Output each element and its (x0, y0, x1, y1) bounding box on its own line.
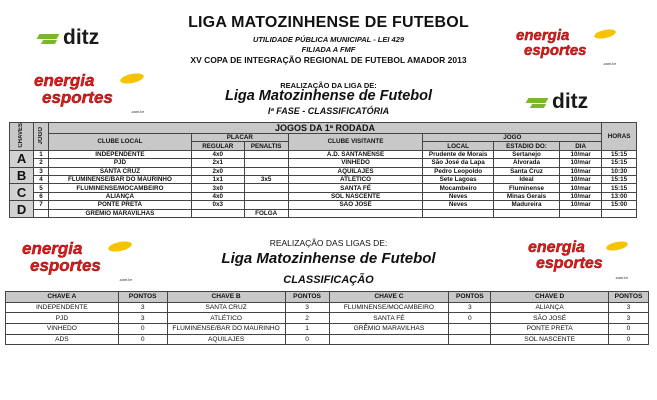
team-points: 0 (285, 334, 329, 345)
home-club: SANTA CRUZ (48, 167, 191, 175)
score-regular: 0x3 (191, 201, 244, 209)
chave-letter: C (10, 184, 34, 201)
team-name: SÃO JOSÉ (491, 313, 609, 324)
energia-esportes-logo-left: energia esportes .com.br (34, 71, 144, 114)
score-penaltis: 3x5 (244, 175, 288, 183)
classif-header: CHAVE D (491, 292, 609, 303)
team-name: VINHEDO (6, 324, 119, 335)
col-estadio: ESTADIO DO: (493, 142, 559, 150)
energia-esportes-logo-top-right: energia esportes .com.br (516, 27, 616, 66)
team-points (449, 324, 491, 335)
team-name: AQUILAJES (167, 334, 285, 345)
game-row (10, 159, 637, 167)
game-location (423, 209, 493, 217)
col-dia: DIA (560, 142, 602, 150)
chave-letter: A (10, 150, 34, 167)
game-number (34, 209, 49, 217)
home-club: ALIANÇA (48, 192, 191, 200)
game-time: 15:00 (602, 201, 637, 209)
game-number: 4 (34, 175, 49, 183)
game-number: 7 (34, 201, 49, 209)
score-regular: 2x1 (191, 159, 244, 167)
classif-header: PONTOS (285, 292, 329, 303)
game-time: 15:15 (602, 150, 637, 158)
realizacao2-label: REALIZAÇÃO DAS LIGAS DE: (269, 238, 388, 248)
col-clube-visitante: CLUBE VISITANTE (288, 134, 423, 151)
game-time: 15:15 (602, 175, 637, 183)
team-points: 3 (118, 302, 167, 313)
team-points: 0 (449, 313, 491, 324)
home-club: FLUMINENSE/MOCAMBEIRO (48, 184, 191, 192)
score-penaltis: FOLGA (244, 209, 288, 217)
game-row (10, 167, 637, 175)
team-points (449, 334, 491, 345)
game-location: Pedro Leopoldo (423, 167, 493, 175)
team-points: 0 (118, 334, 167, 345)
stadium: Santa Cruz (493, 167, 559, 175)
score-penaltis (244, 184, 288, 192)
header-line-3: XV COPA DE INTEGRAÇÃO REGIONAL DE FUTEBOL AMADOR 2013 (190, 55, 467, 65)
score-regular: 1x1 (191, 175, 244, 183)
team-points: 0 (118, 324, 167, 335)
game-location: Neves (423, 192, 493, 200)
col-penaltis: PENALTIS (244, 142, 288, 150)
game-number: 6 (34, 192, 49, 200)
game-date: 10/mar (560, 167, 602, 175)
team-points: 0 (609, 334, 649, 345)
game-time: 13:00 (602, 192, 637, 200)
classif-header: PONTOS (449, 292, 491, 303)
team-points: 3 (118, 313, 167, 324)
team-name: SANTA FÉ (329, 313, 449, 324)
team-name: FLUMINENSE/BAR DO MAURINHO (167, 324, 285, 335)
team-name: ADS (6, 334, 119, 345)
game-row (10, 209, 637, 217)
col-chaves: CHAVES (10, 123, 34, 151)
score-penaltis (244, 192, 288, 200)
team-points: 2 (285, 313, 329, 324)
realizacao2-league-name: Liga Matozinhense de Futebol (221, 250, 436, 267)
team-name: SANTA CRUZ (167, 302, 285, 313)
team-name: PJD (6, 313, 119, 324)
team-points: 3 (449, 302, 491, 313)
team-points: 3 (609, 313, 649, 324)
round-title: JOGOS DA 1ª RODADA (48, 123, 601, 134)
team-name: FLUMINENSE/MOCAMBEIRO (329, 302, 449, 313)
ditz-wordmark: ditz (552, 90, 589, 113)
team-name (329, 334, 449, 345)
classification-table (5, 291, 649, 345)
stadium: Fluminense (493, 184, 559, 192)
team-points: 1 (285, 324, 329, 335)
realizacao-league-name: Liga Matozinhense de Futebol (224, 88, 433, 104)
game-date: 10/mar (560, 192, 602, 200)
game-date: 10/mar (560, 159, 602, 167)
col-horas: HORAS (602, 123, 637, 151)
score-regular: 4x0 (191, 150, 244, 158)
team-name: ATLÉTICO (167, 313, 285, 324)
game-time: 15:15 (602, 159, 637, 167)
away-club: A.D. SANTANENSE (288, 150, 423, 158)
ditz-logo-right (527, 90, 588, 114)
away-club: AQUILAJES (288, 167, 423, 175)
game-number: 2 (34, 159, 49, 167)
home-club: GRÊMIO MARAVILHAS (48, 209, 191, 217)
away-club: VINHEDO (288, 159, 423, 167)
score-penaltis (244, 167, 288, 175)
game-time: 15:15 (602, 184, 637, 192)
classif-row (6, 302, 649, 313)
score-regular: 4x0 (191, 192, 244, 200)
stadium: Madureira (493, 201, 559, 209)
game-time: 10:30 (602, 167, 637, 175)
team-name: PONTE PRETA (491, 324, 609, 335)
team-name: GRÊMIO MARAVILHAS (329, 324, 449, 335)
energia-esportes-logo-bottom-left: energia esportes .com.br (22, 239, 132, 282)
game-time (602, 209, 637, 217)
energia-esportes-logo-bottom-right: energia esportes .com.br (528, 239, 628, 280)
away-club: ATLÉTICO (288, 175, 423, 183)
classif-header: CHAVE B (167, 292, 285, 303)
col-jogo: JOGO (34, 123, 49, 151)
team-points: 3 (609, 302, 649, 313)
games-table (9, 122, 637, 218)
score-regular: 2x0 (191, 167, 244, 175)
classif-header: CHAVE A (6, 292, 119, 303)
ditz-wordmark: ditz (63, 26, 100, 49)
classif-header: CHAVE C (329, 292, 449, 303)
game-location: Neves (423, 201, 493, 209)
team-name: ALIANÇA (491, 302, 609, 313)
home-club: PJD (48, 159, 191, 167)
team-name: SOL NASCENTE (491, 334, 609, 345)
team-points: 0 (609, 324, 649, 335)
ditz-mark-icon (527, 95, 549, 109)
col-clube-local: CLUBE LOCAL (48, 134, 191, 151)
game-row (10, 192, 637, 200)
classif-row (6, 324, 649, 335)
game-location: Mocambeiro (423, 184, 493, 192)
game-location: Sete Lagoas (423, 175, 493, 183)
stadium (493, 209, 559, 217)
game-date (560, 209, 602, 217)
classif-header: PONTOS (118, 292, 167, 303)
home-club: PONTE PRETA (48, 201, 191, 209)
col-local: LOCAL (423, 142, 493, 150)
stadium: Minas Gerais (493, 192, 559, 200)
chave-letter: B (10, 167, 34, 184)
game-row (10, 150, 637, 158)
score-regular: 3x0 (191, 184, 244, 192)
home-club: INDEPENDENTE (48, 150, 191, 158)
realizacao-label: REALIZAÇÃO DA LIGA DE: (280, 81, 377, 90)
header-line-1: UTILIDADE PÚBLICA MUNICIPAL - LEI 429 (252, 35, 405, 44)
classif-row (6, 313, 649, 324)
game-location: Prudente de Morais (423, 150, 493, 158)
game-row (10, 201, 637, 209)
score-penaltis (244, 150, 288, 158)
classif-header: PONTOS (609, 292, 649, 303)
col-jogo-group: JOGO (423, 134, 602, 142)
away-club: SÃO JOSÉ (288, 201, 423, 209)
stadium: Ideal (493, 175, 559, 183)
chave-letter: D (10, 201, 34, 218)
stadium: Sertanejo (493, 150, 559, 158)
game-date: 10/mar (560, 184, 602, 192)
score-penaltis (244, 159, 288, 167)
score-penaltis (244, 201, 288, 209)
game-number: 3 (34, 167, 49, 175)
home-club: FLUMINENSE/BAR DO MAURINHO (48, 175, 191, 183)
game-date: 10/mar (560, 150, 602, 158)
team-points: 3 (285, 302, 329, 313)
phase-title: Iª FASE - CLASSIFICATÓRIA (267, 106, 390, 116)
game-number: 1 (34, 150, 49, 158)
score-regular (191, 209, 244, 217)
away-club: SOL NASCENTE (288, 192, 423, 200)
game-location: São José da Lapa (423, 159, 493, 167)
game-date: 10/mar (560, 201, 602, 209)
classificacao-title: CLASSIFICAÇÃO (283, 274, 374, 286)
classif-row (6, 334, 649, 345)
game-row (10, 184, 637, 192)
away-club (288, 209, 423, 217)
stadium: Alvorada (493, 159, 559, 167)
league-title: LIGA MATOZINHENSE DE FUTEBOL (188, 14, 469, 31)
header-line-2: FILIADA A FMF (301, 45, 356, 54)
away-club: SANTA FÉ (288, 184, 423, 192)
game-row (10, 175, 637, 183)
game-date: 10/mar (560, 175, 602, 183)
col-regular: REGULAR (191, 142, 244, 150)
team-name: INDEPENDENTE (6, 302, 119, 313)
game-number: 5 (34, 184, 49, 192)
col-placar: PLACAR (191, 134, 288, 142)
